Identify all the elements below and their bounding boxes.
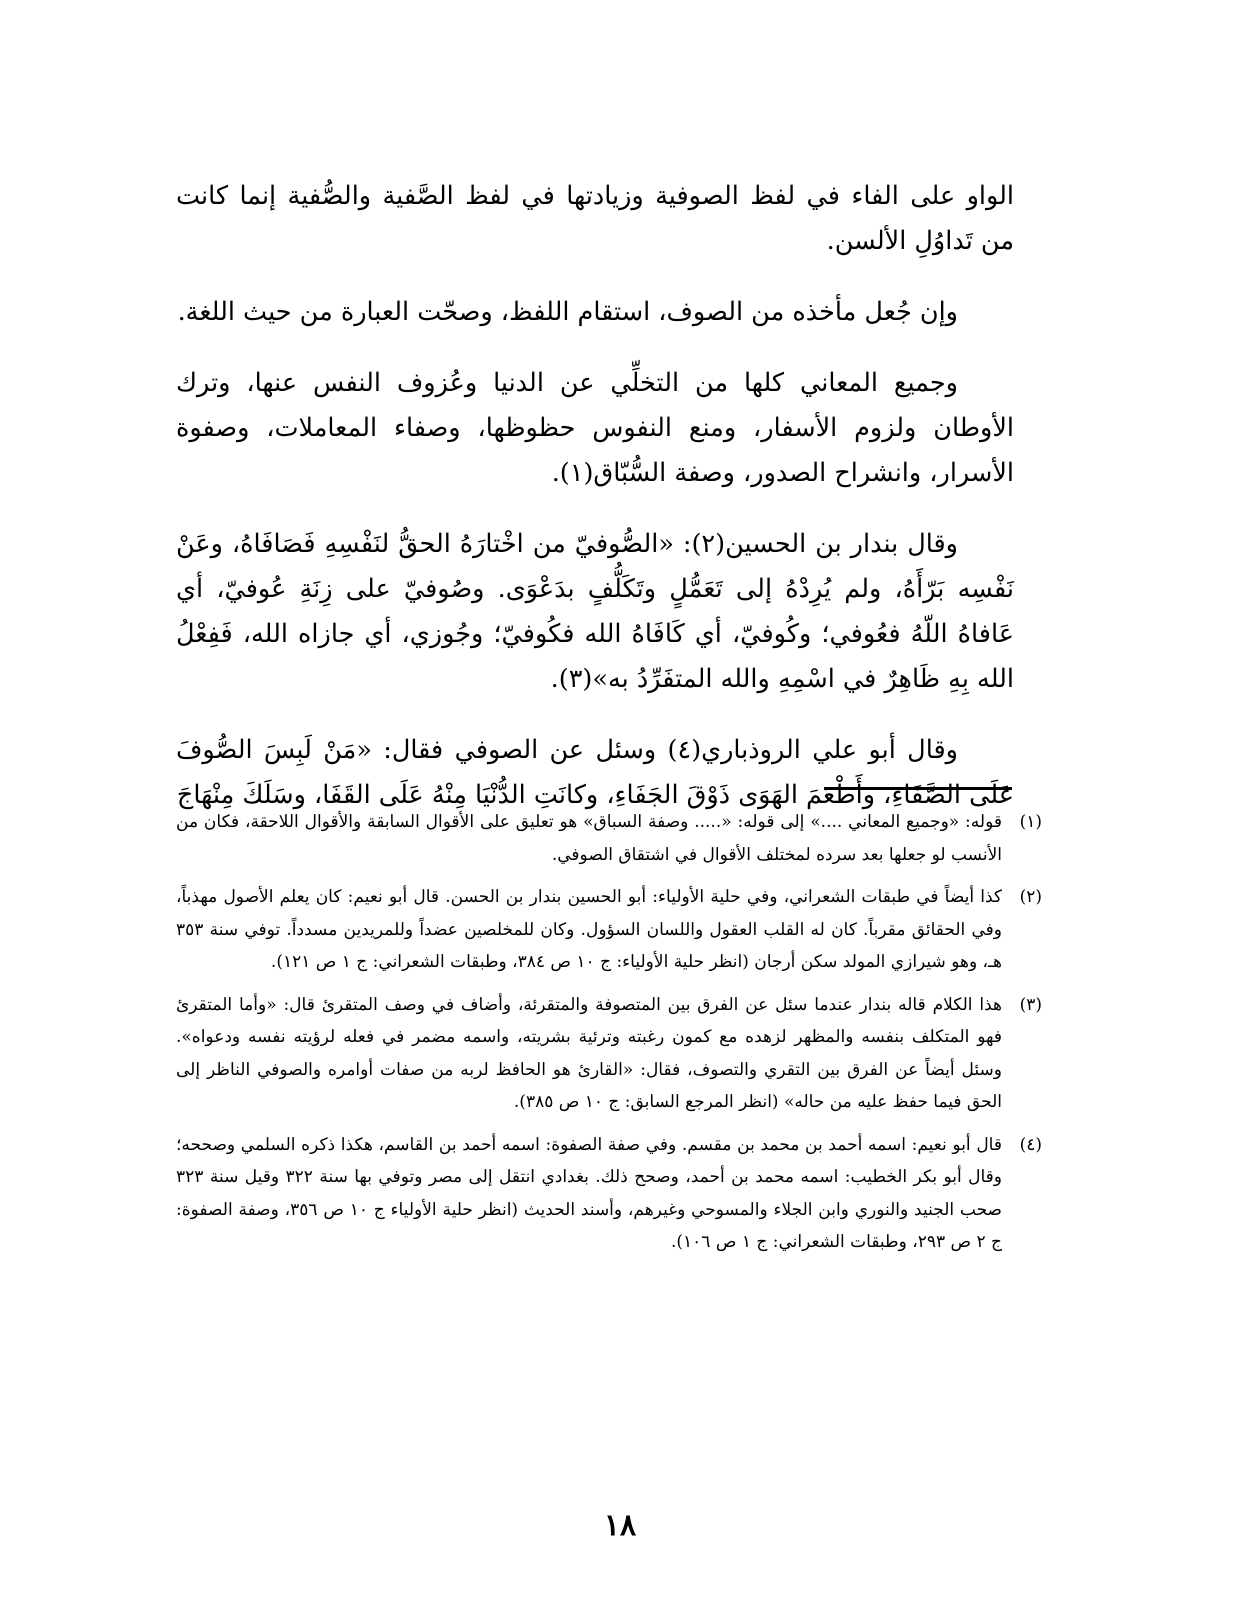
footnote-text: قوله: «وجميع المعاني ....» إلى قوله: «..... وصفة السباق» هو تعليق على الأقوال السابقة والأقوال اللاحقة، فكان من الأنسب لو جعلها بعد سرده لمختلف الأقوال في اشتقاق الصوفي. — [176, 812, 1002, 865]
footnote-text: هذا الكلام قاله بندار عندما سئل عن الفرق بين المتصوفة والمتقرئة، وأضاف في وصف المتقرئ قال: «وأما المتقرئ فهو المتكلف بنفسه والمظهر لزهده مع كمون رغبته وترئية بشريته، واسمه مضمر في فعله لرؤيته نفسه ودعواه». وسئل أيضاً عن الفرق بين التقري والتصوف، فقال: «القارئ هو الحافظ لربه من صفات أوامره والصوفي الناظر إلى الحق فيما حفظ عليه من حاله» (انظر المرجع السابق: ج ١٠ ص ٣٨٥). — [176, 994, 1002, 1112]
paragraph-2: وإن جُعل مأخذه من الصوف، استقام اللفظ، وصحّت العبارة من حيث اللغة. — [177, 297, 958, 327]
footnotes — [176, 806, 1042, 1269]
footnote-1 — [176, 806, 1042, 871]
footnote-text: قال أبو نعيم: اسمه أحمد بن محمد بن مقسم. وفي صفة الصفوة: اسمه أحمد بن القاسم، هكذا ذكره السلمي وصححه؛ وقال أبو بكر الخطيب: اسمه محمد بن أحمد، وصحح ذلك. بغدادي انتقل إلى مصر وتوفي بها سنة ٣٢٢ وقيل سنة ٣٢٣ صحب الجنيد والنوري وابن الجلاء والمسوحي وغيرهم، وأسند الحديث (انظر حلية الأولياء ج ١٠ ص ٣٥٦، وصفة الصفوة: ج ٢ ص ٢٩٣، وطبقات الشعراني: ج ١ ص ١٠٦). — [176, 1134, 1002, 1252]
footnote-text: كذا أيضاً في طبقات الشعراني، وفي حلية الأولياء: أبو الحسين بندار بن الحسن. قال أبو نعيم: كان يعلم الأصول مهذباً، وفي الحقائق مقرباً. كان له القلب العقول واللسان السؤول. وكان للمخلصين عضداً وللمريدين مسدداً. توفي سنة ٣٥٣ هـ، وهو شيرازي المولد سكن أرجان (انظر حلية الأولياء: ج ١٠ ص ٣٨٤، وطبقات الشعراني: ج ١ ص ١٢١). — [176, 887, 1002, 972]
footnote-4 — [176, 1129, 1042, 1259]
paragraph-1: الواو على الفاء في لفظ الصوفية وزيادتها في لفظ الصَّفية والصُّفية إنما كانت من تَداوُلِ الألسن. — [176, 181, 1014, 256]
paragraph-4: وقال بندار بن الحسين(٢): «الصُّوفيّ من اخْتارَهُ الحقُّ لنَفْسِهِ فَصَافَاهُ، وعَنْ نَفْسِه بَرّأَهُ، ولم يُرِدْهُ إلى تَعَمُّلٍ وتَكَلُّفٍ بدَعْوَى. وصُوفيّ على زِنَةِ عُوفيّ، أي عَافاهُ اللّهُ فعُوفي؛ وكُوفيّ، أي كَافَاهُ الله فكُوفيّ؛ وجُوزي، أي جازاه الله، فَفِعْلُ الله بِهِ ظَاهِرٌ في اسْمِهِ والله المتفَرِّدُ به»(٣). — [176, 529, 1014, 694]
paragraph-3: وجميع المعاني كلها من التخلِّي عن الدنيا وعُزوف النفس عنها، وترك الأوطان ولزوم الأسفار، ومنع النفوس حظوظها، وصفاء المعاملات، وصفوة الأسرار، وانشراح الصدور، وصفة السُّبّاق(١). — [176, 368, 1014, 488]
footnote-3 — [176, 989, 1042, 1119]
footnote-divider — [824, 787, 1012, 790]
footnote-number: (٣) — [1019, 994, 1042, 1015]
main-text — [176, 174, 1014, 844]
footnote-number: (٢) — [1019, 887, 1042, 907]
footnote-number: (٤) — [1019, 1134, 1042, 1155]
paragraph-5: وقال أبو علي الروذباري(٤) وسئل عن الصوفي فقال: «مَنْ لَبِسَ الصُّوفَ عَلَى الصَّفَاءِ، وأَطْعَمَ الهَوَى ذَوْقَ الجَفَاءِ، وكانَتِ الدُّنْيَا مِنْهُ عَلَى القَفَا، وسَلَكَ مِنْهَاجَ — [176, 735, 1014, 810]
page-number: ١٨ — [603, 1508, 637, 1543]
footnote-number: (١) — [1019, 812, 1042, 832]
footnote-2 — [176, 881, 1042, 979]
